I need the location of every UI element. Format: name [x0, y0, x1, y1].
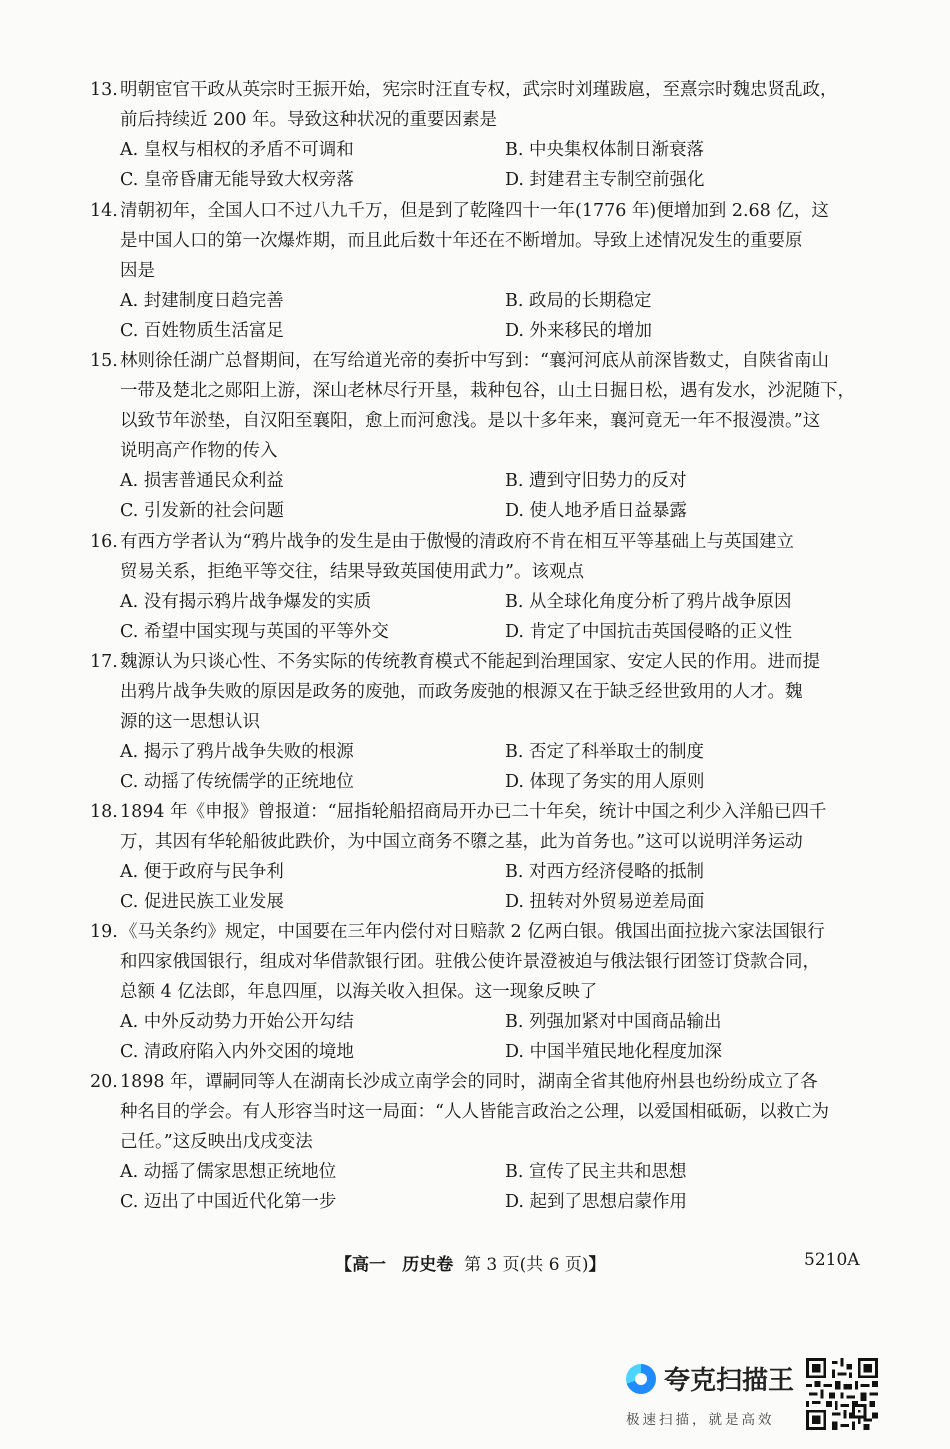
question-number: 18. — [90, 802, 118, 822]
options — [90, 135, 870, 195]
option-b: B. 否定了科举取士的制度 — [505, 742, 704, 762]
stem-line: 说明高产作物的传入 — [120, 441, 278, 461]
option-b: B. 列强加紧对中国商品输出 — [505, 1012, 722, 1032]
option-a: A. 没有揭示鸦片战争爆发的实质 — [120, 592, 372, 612]
option-d: D. 肯定了中国抗击英国侵略的正义性 — [505, 622, 793, 642]
stem-line: 1898 年，谭嗣同等人在湖南长沙成立南学会的同时，湖南全省其他府州县也纷纷成立了各 — [120, 1072, 818, 1092]
options — [90, 286, 870, 346]
option-c: C. 促进民族工业发展 — [120, 892, 284, 912]
option-b: B. 政局的长期稳定 — [505, 291, 652, 311]
question-14 — [90, 196, 870, 346]
quark-logo-icon — [626, 1364, 656, 1394]
option-a: A. 封建制度日趋完善 — [120, 291, 284, 311]
option-a: A. 动摇了儒家思想正统地位 — [120, 1162, 337, 1182]
footer-grade: 高一 — [352, 1255, 386, 1275]
option-d: D. 扭转对外贸易逆差局面 — [505, 892, 705, 912]
option-d: D. 起到了思想启蒙作用 — [505, 1192, 688, 1212]
stem-line: 因是 — [120, 261, 155, 281]
option-c: C. 动摇了传统儒学的正统地位 — [120, 772, 354, 792]
qr-code-icon — [806, 1358, 878, 1430]
scanner-watermark — [626, 1360, 796, 1430]
options — [90, 466, 870, 526]
options — [90, 1157, 870, 1217]
footer-subject: 历史卷 — [402, 1255, 454, 1275]
question-number: 14. — [90, 201, 118, 221]
question-number: 17. — [90, 652, 118, 672]
exam-code: 5210A — [804, 1250, 860, 1270]
option-b: B. 宣传了民主共和思想 — [505, 1162, 687, 1182]
question-18 — [90, 797, 870, 917]
brand-slogan: 极速扫描，就是高效 — [626, 1412, 775, 1428]
question-20 — [90, 1067, 870, 1217]
stem-line: 明朝宦官干政从英宗时王振开始，宪宗时汪直专权，武宗时刘瑾跋扈，至熹宗时魏忠贤乱政， — [120, 80, 838, 100]
stem-line: 以致节年淤垫，自汉阳至襄阳，愈上而河愈浅。是以十多年来，襄河竟无一年不报漫溃。”这 — [120, 411, 821, 431]
question-17 — [90, 647, 870, 797]
question-19 — [90, 917, 870, 1067]
option-d: D. 封建君主专制空前强化 — [505, 170, 705, 190]
option-a: A. 揭示了鸦片战争失败的根源 — [120, 742, 354, 762]
stem-line: 前后持续近 200 年。导致这种状况的重要因素是 — [120, 110, 498, 130]
options — [90, 857, 870, 917]
stem-line: 林则徐任湖广总督期间，在写给道光帝的奏折中写到：“襄河河底从前深皆数丈，自陕省南山 — [120, 351, 829, 371]
option-a: A. 便于政府与民争利 — [120, 862, 284, 882]
stem-line: 贸易关系，拒绝平等交往，结果导致英国使用武力”。该观点 — [120, 562, 584, 582]
question-number: 15. — [90, 351, 118, 371]
question-number: 19. — [90, 922, 118, 942]
stem-line: 有西方学者认为“鸦片战争的发生是由于傲慢的清政府不肯在相互平等基础上与英国建立 — [120, 532, 794, 552]
options — [90, 1007, 870, 1067]
stem-line: 和四家俄国银行，组成对华借款银行团。驻俄公使许景澄被迫与俄法银行团签订贷款合同， — [120, 952, 820, 972]
stem-line: 清朝初年，全国人口不过八九千万，但是到了乾隆四十一年(1776 年)便增加到 2.68 亿，这 — [120, 201, 829, 221]
stem-line: 1894 年《申报》曾报道：“屈指轮船招商局开办已二十年矣，统计中国之利少入洋船已四千 — [120, 802, 827, 822]
stem-line: 出鸦片战争失败的原因是政务的废弛，而政务废弛的根源又在于缺乏经世致用的人才。魏 — [120, 682, 803, 702]
option-a: A. 皇权与相权的矛盾不可调和 — [120, 140, 354, 160]
footer-label — [335, 1250, 606, 1275]
option-a: A. 中外反动势力开始公开勾结 — [120, 1012, 354, 1032]
footer-bracket-open: 【 — [335, 1255, 352, 1275]
footer-page-number: 第 3 页(共 6 页) — [464, 1255, 589, 1275]
stem-line: 一带及楚北之郧阳上游，深山老林尽行开垦，栽种包谷，山土日掘日松，遇有发水，沙泥随下， — [120, 381, 855, 401]
question-number: 20. — [90, 1072, 118, 1092]
option-b: B. 对西方经济侵略的抵制 — [505, 862, 704, 882]
option-c: C. 迈出了中国近代化第一步 — [120, 1192, 337, 1212]
option-b: B. 中央集权体制日渐衰落 — [505, 140, 704, 160]
option-a: A. 损害普通民众利益 — [120, 471, 284, 491]
option-c: C. 清政府陷入内外交困的境地 — [120, 1042, 354, 1062]
option-d: D. 外来移民的增加 — [505, 321, 653, 341]
stem-line: 种名目的学会。有人形容当时这一局面：“人人皆能言政治之公理，以爱国相砥砺，以救亡为 — [120, 1102, 829, 1122]
option-d: D. 中国半殖民地化程度加深 — [505, 1042, 723, 1062]
option-c: C. 引发新的社会问题 — [120, 501, 284, 521]
stem-line: 万，其因有华轮船彼此跌价，为中国立商务不隳之基，此为首务也。”这可以说明洋务运动 — [120, 832, 803, 852]
option-c: C. 皇帝昏庸无能导致大权旁落 — [120, 170, 354, 190]
options — [90, 587, 870, 647]
brand-name: 夸克扫描王 — [664, 1366, 795, 1396]
stem-line: 己任。”这反映出戊戌变法 — [120, 1132, 313, 1152]
option-b: B. 从全球化角度分析了鸦片战争原因 — [505, 592, 792, 612]
stem-line: 源的这一思想认识 — [120, 712, 260, 732]
stem-line: 是中国人口的第一次爆炸期，而且此后数十年还在不断增加。导致上述情况发生的重要原 — [120, 231, 803, 251]
option-d: D. 体现了务实的用人原则 — [505, 772, 705, 792]
option-b: B. 遭到守旧势力的反对 — [505, 471, 687, 491]
option-c: C. 百姓物质生活富足 — [120, 321, 284, 341]
stem-line: 魏源认为只谈心性、不务实际的传统教育模式不能起到治理国家、安定人民的作用。进而提 — [120, 652, 820, 672]
question-15 — [90, 346, 870, 526]
option-c: C. 希望中国实现与英国的平等外交 — [120, 622, 389, 642]
question-number: 16. — [90, 532, 118, 552]
options — [90, 737, 870, 797]
stem-line: 总额 4 亿法郎，年息四厘，以海关收入担保。这一现象反映了 — [120, 982, 598, 1002]
question-13 — [90, 75, 870, 195]
option-d: D. 使人地矛盾日益暴露 — [505, 501, 688, 521]
question-16 — [90, 527, 870, 647]
footer-bracket-close: 】 — [588, 1255, 606, 1275]
question-number: 13. — [90, 80, 118, 100]
stem-line: 《马关条约》规定，中国要在三年内偿付对日赔款 2 亿两白银。俄国出面拉拢六家法国银行 — [120, 922, 825, 942]
